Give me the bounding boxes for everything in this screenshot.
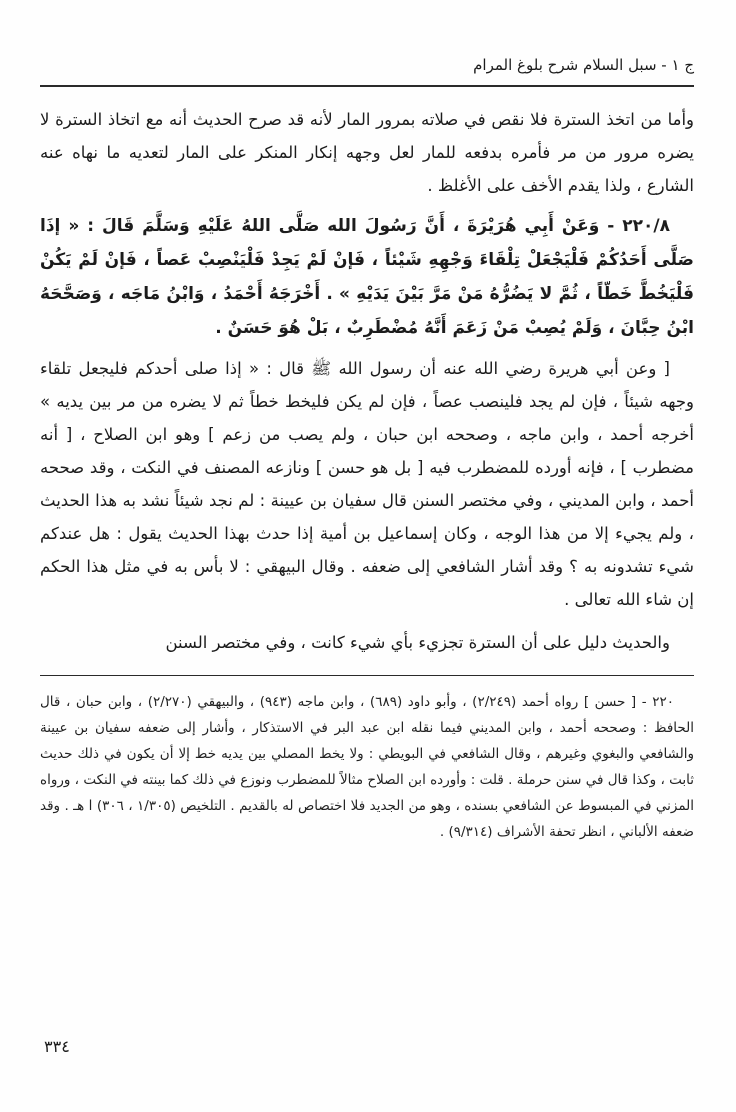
paragraph-hadith: ٢٢٠/٨ - وَعَنْ أَبِي هُرَيْرَةَ ، أَنَّ رَسُولَ الله صَلَّى اللهُ عَلَيْهِ وَسَلَّمَ قَالَ : « إذَا صَلَّى أَحَدُكُمْ فَلْيَجْعَلْ تِلْقَاءَ وَجْهِهِ شَيْئاً ، فَإنْ لَمْ يَجِدْ فَلْيَنْصِبْ عَصاً ، فَإنْ لَمْ يَكُنْ فَلْيَخُطَّ خَطّاً ، ثُمَّ لا يَضُرُّهُ مَنْ مَرَّ بَيْنَ يَدَيْهِ » . أَخْرَجَهُ أَحْمَدُ ، وَابْنُ مَاجَه ، وَصَحَّحَهُ ابْنُ حِبَّانَ ، وَلَمْ يُصِبْ مَنْ زَعَمَ أَنَّهُ مُضْطَرِبٌ ، بَلْ هُوَ حَسَنٌ . — [40, 216, 694, 338]
paragraph-commentary: [ وعن أبي هريرة رضي الله عنه أن رسول الله ﷺ قال : « إذا صلى أحدكم فليجعل تلقاء وجهه شيئاً ، فإن لم يجد فلينصب عصاً ، فإن لم يكن فليخط خطاً ثم لا يضره من مر بين يديه » أخرجه أحمد ، وابن ماجه ، وصححه ابن حبان ، ولم يصب من زعم ] وهو ابن الصلاح ، [ أنه مضطرب ] ، فإنه أورده للمضطرب فيه [ بل هو حسن ] ونازعه المصنف في النكت ، وقد صححه أحمد ، وابن المديني ، وفي مختصر السنن قال سفيان بن عيينة : لم نجد شيئاً نشد به هذا الحديث ، ولم يجيء إلا من هذا الوجه ، وكان إسماعيل بن أمية إذا حدث بهذا الحديث يقول : هل عندكم شيء تشدونه به ؟ وقد أشار الشافعي إلى ضعفه . وقال البيهقي : لا بأس به في مثل هذا الحكم إن شاء الله تعالى . — [40, 359, 694, 609]
footnote-divider — [40, 675, 694, 676]
header-divider — [40, 85, 694, 87]
running-head-title: ج ١ - سبل السلام شرح بلوغ المرام — [473, 56, 694, 74]
footnote-section — [40, 689, 694, 845]
paragraph-conclusion: والحديث دليل على أن السترة تجزيء بأي شيء كانت ، وفي مختصر السنن — [165, 633, 670, 652]
paragraph-intro: وأما من اتخذ السترة فلا نقص في صلاته بمرور المار لأنه قد صرح الحديث أنه مع اتخاذ السترة لا يضره مرور من مر فأمره بدفعه للمار لعل وجهه إنكار المنكر على المار لتعديه ما نهاه عنه الشارع ، ولذا يقدم الأخف على الأغلظ . — [40, 110, 694, 195]
footnote-text: ٢٢٠ - [ حسن ] رواه أحمد (٢/٢٤٩) ، وأبو داود (٦٨٩) ، وابن ماجه (٩٤٣) ، والبيهقي (٢/٢٧٠) ، وابن حبان ، قال الحافظ : وصححه أحمد ، وابن المديني فيما نقله ابن عبد البر في الاستذكار ، وأشار إلى ضعفه سفيان بن عيينة والشافعي والبغوي وغيرهم ، وقال الشافعي في البويطي : ولا يخط المصلي بين يديه خط إلا أن يكون في ذلك حديث ثابت ، وكذا قال في سنن حرملة . قلت : وأورده ابن الصلاح مثالاً للمضطرب ونوزع في ذلك كما بينته في النكت ، ورواه المزني في المبسوط عن الشافعي بسنده ، وهو من الجديد فلا اختصاص له بالقديم . التلخيص (١/٣٠٥ ، ٣٠٦) ا هـ . وقد ضعفه الألباني ، انظر تحفة الأشراف (٩/٣١٤) . — [40, 694, 694, 840]
page-number: ٣٣٤ — [44, 1037, 70, 1056]
body-text — [40, 103, 694, 659]
page-content — [40, 56, 694, 845]
page-header — [40, 56, 694, 87]
